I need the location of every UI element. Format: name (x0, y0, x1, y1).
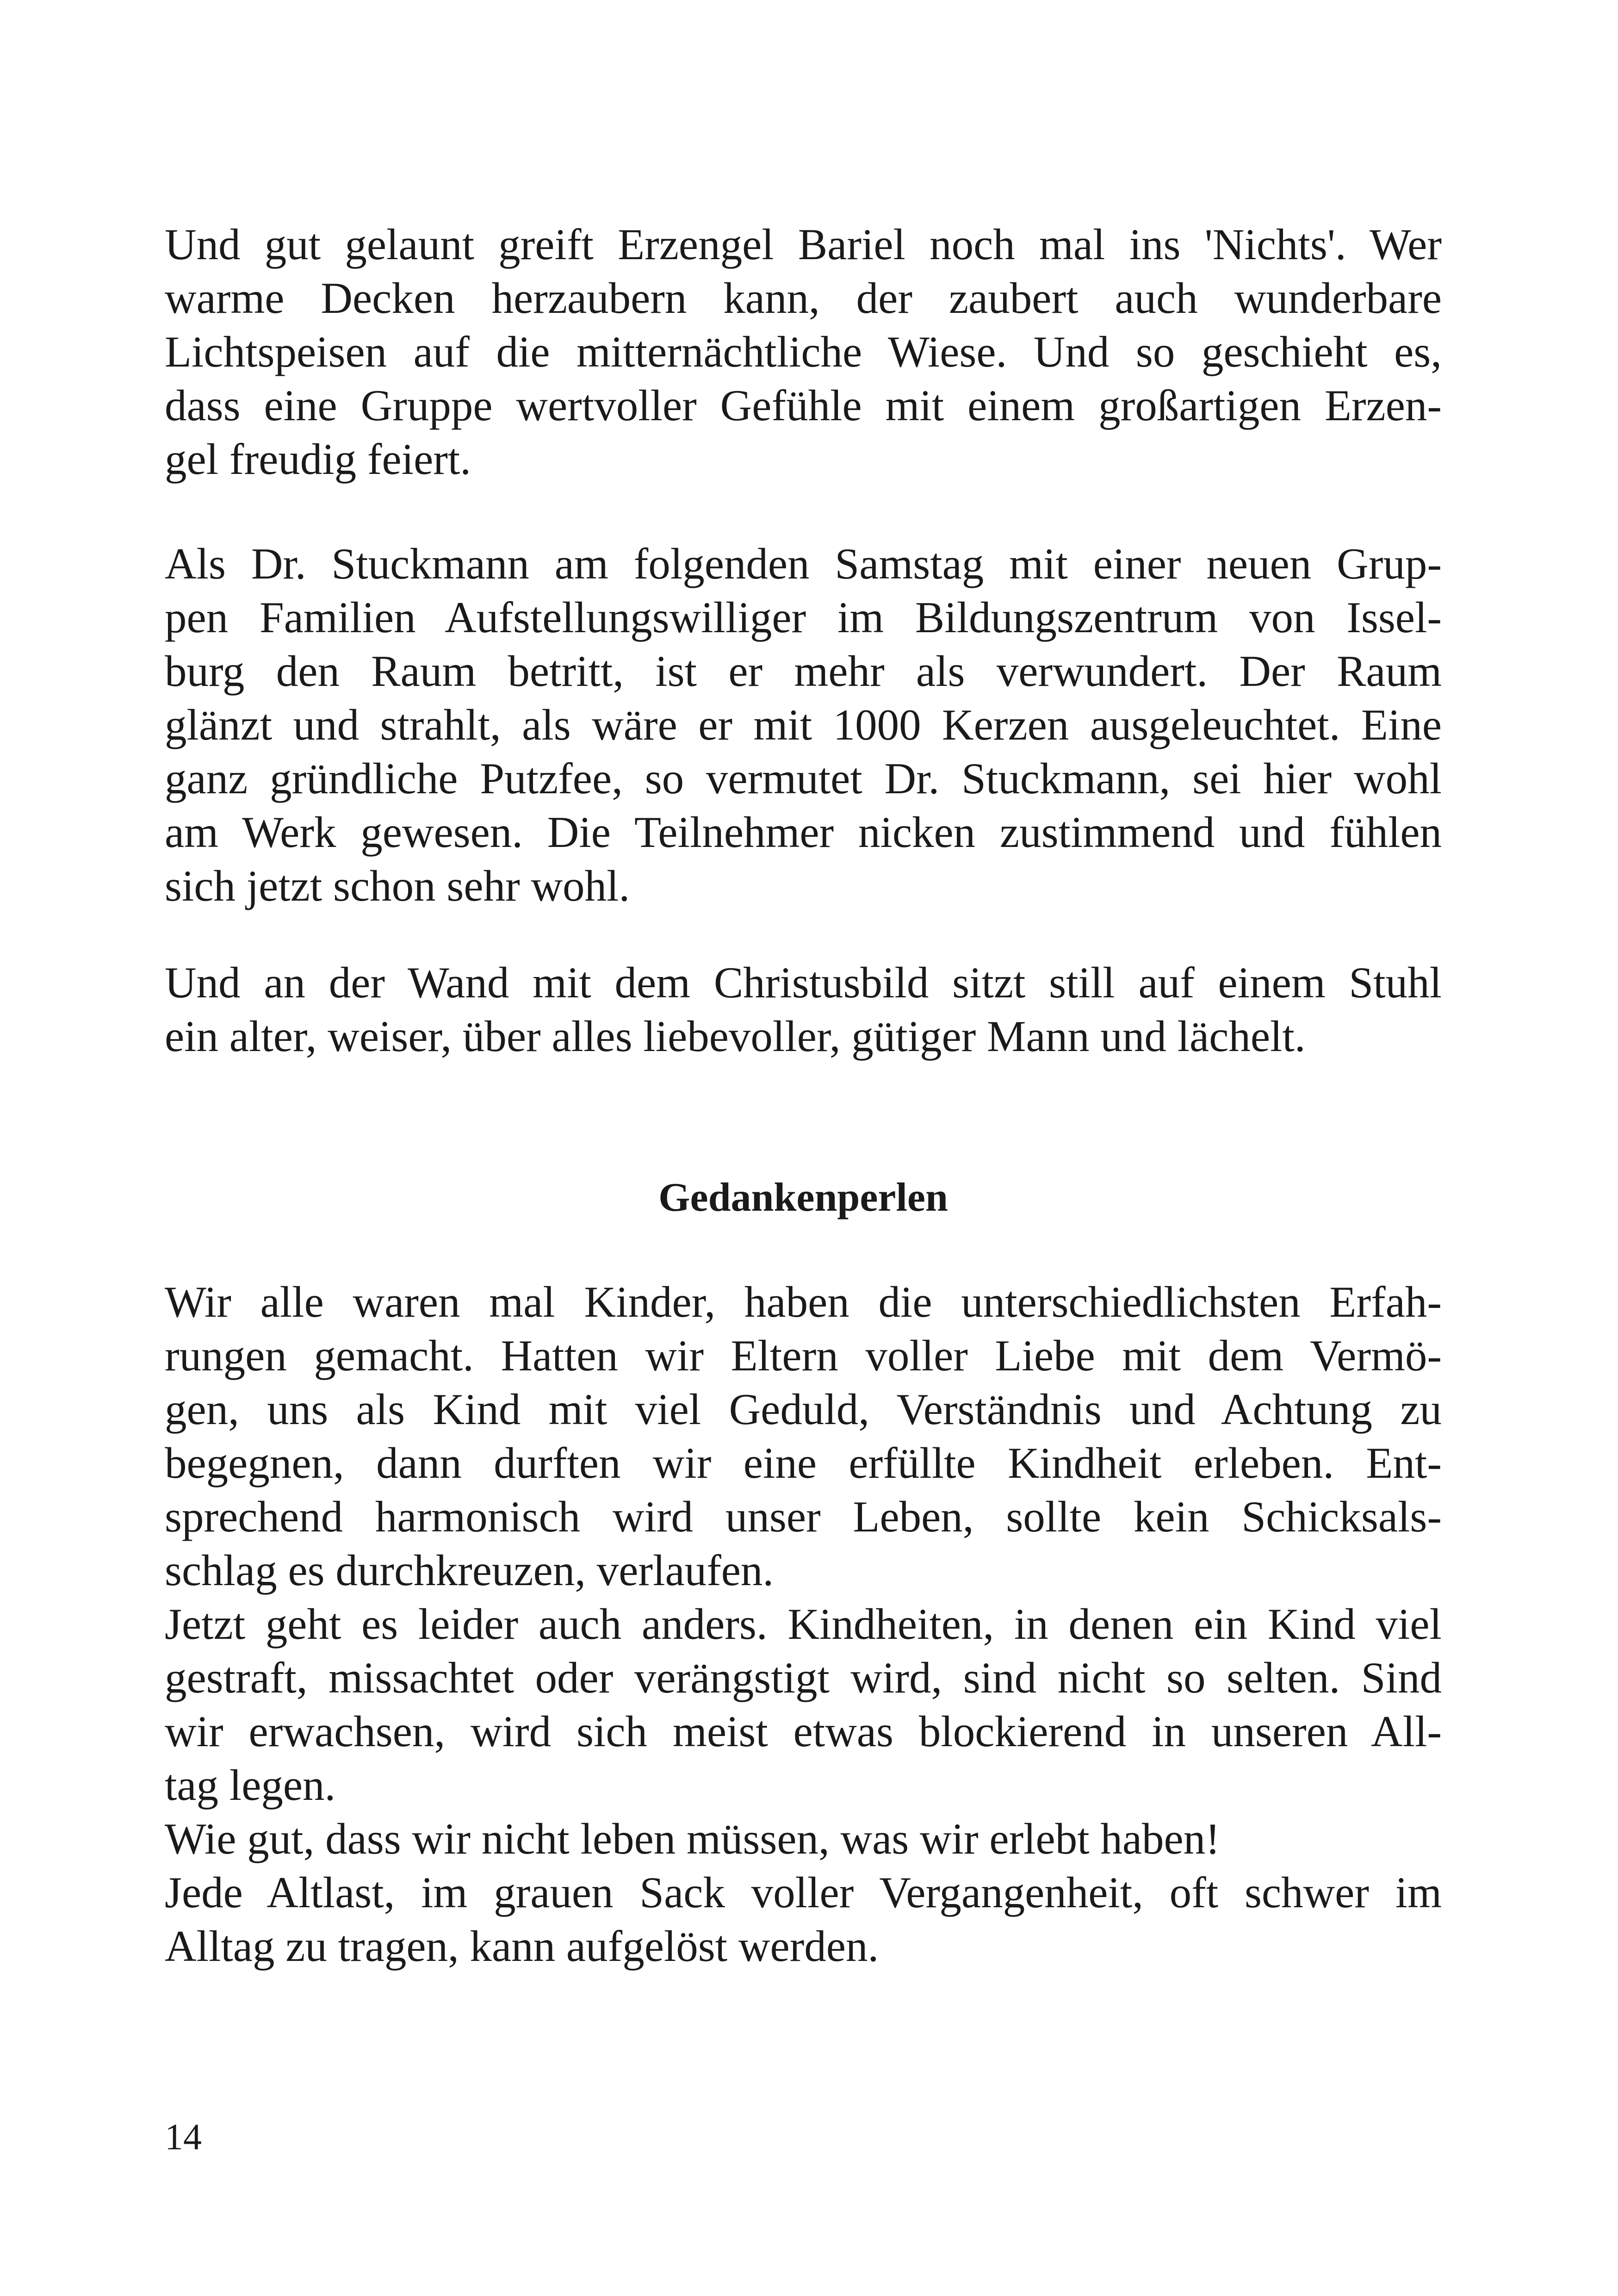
text-line: dass eine Gruppe wertvoller Gefühle mit einem großartigen Erzen- (165, 381, 1442, 430)
text-line: warme Decken herzaubern kann, der zaubert auch wunderbare (165, 274, 1442, 323)
text-line: pen Familien Aufstellungswilliger im Bildungszentrum von Issel- (165, 593, 1442, 642)
text-line: gestraft, missachtet oder verängstigt wird, sind nicht so selten. Sind (165, 1653, 1442, 1702)
text-line: schlag es durchkreuzen, verlaufen. (165, 1546, 774, 1595)
text-line: Wie gut, dass wir nicht leben müssen, was wir erlebt haben! (165, 1814, 1220, 1863)
text-line: ganz gründliche Putzfee, so vermutet Dr. Stuckmann, sei hier wohl (165, 754, 1442, 803)
text-line: Alltag zu tragen, kann aufgelöst werden. (165, 1922, 879, 1971)
text-line: Wir alle waren mal Kinder, haben die unterschiedlichsten Erfah- (165, 1277, 1442, 1326)
text-line: begegnen, dann durften wir eine erfüllte Kindheit erleben. Ent- (165, 1438, 1442, 1487)
page-number: 14 (165, 2117, 202, 2158)
text-line: gen, uns als Kind mit viel Geduld, Verständnis und Achtung zu (165, 1385, 1442, 1434)
text-line: Jede Altlast, im grauen Sack voller Vergangenheit, oft schwer im (165, 1868, 1442, 1917)
text-line: gel freudig feiert. (165, 435, 471, 484)
text-line: ein alter, weiser, über alles liebevoller, gütiger Mann und lächelt. (165, 1012, 1306, 1061)
text-line: tag legen. (165, 1761, 336, 1810)
text-line: wir erwachsen, wird sich meist etwas blockierend in unseren All- (165, 1707, 1442, 1756)
text-line: Und gut gelaunt greift Erzengel Bariel noch mal ins 'Nichts'. Wer (165, 220, 1442, 269)
section-heading: Gedankenperlen (658, 1175, 948, 1220)
text-line: am Werk gewesen. Die Teilnehmer nicken zustimmend und fühlen (165, 808, 1442, 857)
paragraph-stuckmann (165, 537, 1442, 913)
text-line: Und an der Wand mit dem Christusbild sitzt still auf einem Stuhl (165, 958, 1442, 1007)
text-line: Jetzt geht es leider auch anders. Kindheiten, in denen ein Kind viel (165, 1599, 1442, 1649)
text-line: burg den Raum betritt, ist er mehr als verwundert. Der Raum (165, 647, 1442, 696)
text-line: sprechend harmonisch wird unser Leben, sollte kein Schicksals- (165, 1492, 1442, 1541)
paragraph-gedankenperlen (165, 1275, 1442, 1973)
text-line: sich jetzt schon sehr wohl. (165, 861, 630, 910)
text-line: Als Dr. Stuckmann am folgenden Samstag mit einer neuen Grup- (165, 539, 1442, 588)
text-line: Lichtspeisen auf die mitternächtliche Wiese. Und so geschieht es, (165, 327, 1442, 376)
text-line: glänzt und strahlt, als wäre er mit 1000 Kerzen ausgeleuchtet. Eine (165, 700, 1442, 749)
paragraph-christusbild (165, 956, 1442, 1063)
text-line: rungen gemacht. Hatten wir Eltern voller Liebe mit dem Vermö- (165, 1331, 1442, 1380)
paragraph-bariel (165, 218, 1442, 486)
